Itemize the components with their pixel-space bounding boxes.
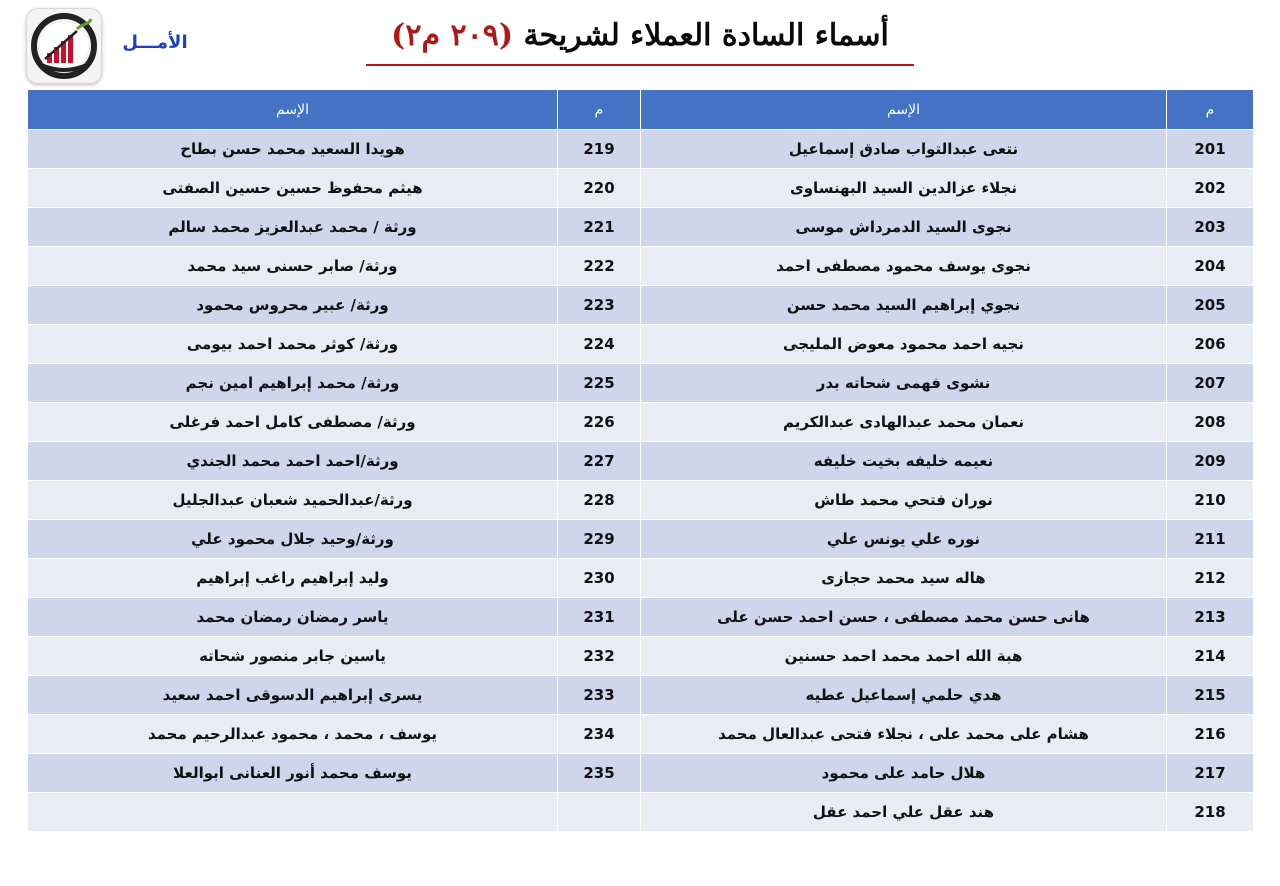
cell-number-left: 232 bbox=[558, 637, 641, 676]
column-header-number-right: م bbox=[1167, 90, 1254, 130]
table-row bbox=[28, 325, 1254, 364]
page-header bbox=[0, 0, 1280, 86]
cell-name-left: وليد إبراهيم راغب إبراهيم bbox=[28, 559, 558, 598]
cell-number-right: 218 bbox=[1167, 793, 1254, 832]
cell-number-left: 219 bbox=[558, 130, 641, 169]
cell-name-right: نوره علي يونس علي bbox=[641, 520, 1167, 559]
table-body bbox=[28, 130, 1254, 832]
cell-name-right: هلال حامد على محمود bbox=[641, 754, 1167, 793]
cell-number-left: 223 bbox=[558, 286, 641, 325]
cell-name-left: يسرى إبراهيم الدسوقى احمد سعيد bbox=[28, 676, 558, 715]
table-row bbox=[28, 169, 1254, 208]
cell-name-left: ورثة/وحيد جلال محمود علي bbox=[28, 520, 558, 559]
cell-name-right: نعمان محمد عبدالهادى عبدالكريم bbox=[641, 403, 1167, 442]
cell-number-left: 229 bbox=[558, 520, 641, 559]
table-row bbox=[28, 598, 1254, 637]
cell-name-left: ورثة/ مصطفى كامل احمد فرغلى bbox=[28, 403, 558, 442]
cell-number-right: 209 bbox=[1167, 442, 1254, 481]
cell-number-left: 225 bbox=[558, 364, 641, 403]
table-row bbox=[28, 247, 1254, 286]
cell-name-right: نجوى السيد الدمرداش موسى bbox=[641, 208, 1167, 247]
clients-table bbox=[27, 89, 1254, 832]
table-row bbox=[28, 364, 1254, 403]
table-row bbox=[28, 715, 1254, 754]
page-title bbox=[360, 16, 920, 56]
organization-logo-icon bbox=[26, 8, 102, 84]
table-row bbox=[28, 520, 1254, 559]
table-row bbox=[28, 559, 1254, 598]
cell-number-right: 201 bbox=[1167, 130, 1254, 169]
cell-name-left: ياسين جابر منصور شحاته bbox=[28, 637, 558, 676]
cell-name-left: هيثم محفوظ حسين حسين الصفتى bbox=[28, 169, 558, 208]
cell-name-right: هبة الله احمد محمد احمد حسنين bbox=[641, 637, 1167, 676]
cell-name-right: هانى حسن محمد مصطفى ، حسن احمد حسن على bbox=[641, 598, 1167, 637]
cell-number-right: 210 bbox=[1167, 481, 1254, 520]
cell-name-right: هاله سيد محمد حجازى bbox=[641, 559, 1167, 598]
cell-number-right: 214 bbox=[1167, 637, 1254, 676]
table-row bbox=[28, 208, 1254, 247]
table-row bbox=[28, 286, 1254, 325]
cell-name-right: نجوى يوسف محمود مصطفى احمد bbox=[641, 247, 1167, 286]
cell-number-right: 204 bbox=[1167, 247, 1254, 286]
cell-number-left: 224 bbox=[558, 325, 641, 364]
brand-name: الأمـــل bbox=[122, 32, 188, 53]
cell-name-left: هويدا السعيد محمد حسن بطاح bbox=[28, 130, 558, 169]
cell-name-right: هند عقل علي احمد عقل bbox=[641, 793, 1167, 832]
cell-number-right: 212 bbox=[1167, 559, 1254, 598]
cell-number-left: 220 bbox=[558, 169, 641, 208]
cell-name-left: ورثة/ صابر حسنى سيد محمد bbox=[28, 247, 558, 286]
cell-number-left: 235 bbox=[558, 754, 641, 793]
table-row bbox=[28, 481, 1254, 520]
cell-number-right: 205 bbox=[1167, 286, 1254, 325]
cell-name-right: نجيه احمد محمود معوض المليجى bbox=[641, 325, 1167, 364]
column-header-name-right: الإسم bbox=[641, 90, 1167, 130]
cell-name-right: نوران فتحي محمد طاش bbox=[641, 481, 1167, 520]
title-underline bbox=[366, 64, 914, 66]
cell-name-left: ورثة / محمد عبدالعزيز محمد سالم bbox=[28, 208, 558, 247]
cell-name-left: ياسر رمضان رمضان محمد bbox=[28, 598, 558, 637]
cell-name-left: ورثة/ كوثر محمد احمد بيومى bbox=[28, 325, 558, 364]
cell-number-left: 230 bbox=[558, 559, 641, 598]
cell-number-right: 206 bbox=[1167, 325, 1254, 364]
cell-number-right: 217 bbox=[1167, 754, 1254, 793]
cell-number-right: 213 bbox=[1167, 598, 1254, 637]
cell-number-right: 207 bbox=[1167, 364, 1254, 403]
cell-name-right: هدي حلمي إسماعيل عطيه bbox=[641, 676, 1167, 715]
cell-number-left: 226 bbox=[558, 403, 641, 442]
cell-number-left: 228 bbox=[558, 481, 641, 520]
title-text: أسماء السادة العملاء لشريحة bbox=[523, 18, 889, 53]
cell-number-left: 231 bbox=[558, 598, 641, 637]
table-row bbox=[28, 754, 1254, 793]
column-header-name-left: الإسم bbox=[28, 90, 558, 130]
table-row bbox=[28, 793, 1254, 832]
cell-number-right: 208 bbox=[1167, 403, 1254, 442]
cell-number-left: 233 bbox=[558, 676, 641, 715]
cell-name-left: يوسف محمد أنور العنانى ابوالعلا bbox=[28, 754, 558, 793]
cell-number-left: 234 bbox=[558, 715, 641, 754]
cell-name-left: ورثة/ محمد إبراهيم امين نجم bbox=[28, 364, 558, 403]
table-row bbox=[28, 130, 1254, 169]
cell-name-right: نعيمه خليفه بخيت خليفه bbox=[641, 442, 1167, 481]
cell-number-right: 215 bbox=[1167, 676, 1254, 715]
cell-name-left: ورثة/ عبير محروس محمود bbox=[28, 286, 558, 325]
table-row bbox=[28, 637, 1254, 676]
cell-name-left: ورثة/عبدالحميد شعبان عبدالجليل bbox=[28, 481, 558, 520]
cell-number-left bbox=[558, 793, 641, 832]
cell-number-left: 222 bbox=[558, 247, 641, 286]
cell-name-left bbox=[28, 793, 558, 832]
table-row bbox=[28, 676, 1254, 715]
table-row bbox=[28, 442, 1254, 481]
cell-name-left: ورثة/احمد احمد محمد الجندي bbox=[28, 442, 558, 481]
cell-number-right: 203 bbox=[1167, 208, 1254, 247]
cell-number-left: 221 bbox=[558, 208, 641, 247]
table-row bbox=[28, 403, 1254, 442]
cell-number-right: 216 bbox=[1167, 715, 1254, 754]
table-header-row bbox=[28, 90, 1254, 130]
title-number: (٢٠٩ م٢) bbox=[391, 18, 514, 53]
cell-name-left: يوسف ، محمد ، محمود عبدالرحيم محمد bbox=[28, 715, 558, 754]
cell-name-right: نشوى فهمى شحاته بدر bbox=[641, 364, 1167, 403]
cell-number-left: 227 bbox=[558, 442, 641, 481]
cell-name-right: نتعى عبدالتواب صادق إسماعيل bbox=[641, 130, 1167, 169]
cell-name-right: نجوي إبراهيم السيد محمد حسن bbox=[641, 286, 1167, 325]
cell-name-right: هشام على محمد على ، نجلاء فتحى عبدالعال محمد bbox=[641, 715, 1167, 754]
column-header-number-left: م bbox=[558, 90, 641, 130]
cell-number-right: 202 bbox=[1167, 169, 1254, 208]
cell-number-right: 211 bbox=[1167, 520, 1254, 559]
cell-name-right: نجلاء عزالدين السيد البهنساوى bbox=[641, 169, 1167, 208]
